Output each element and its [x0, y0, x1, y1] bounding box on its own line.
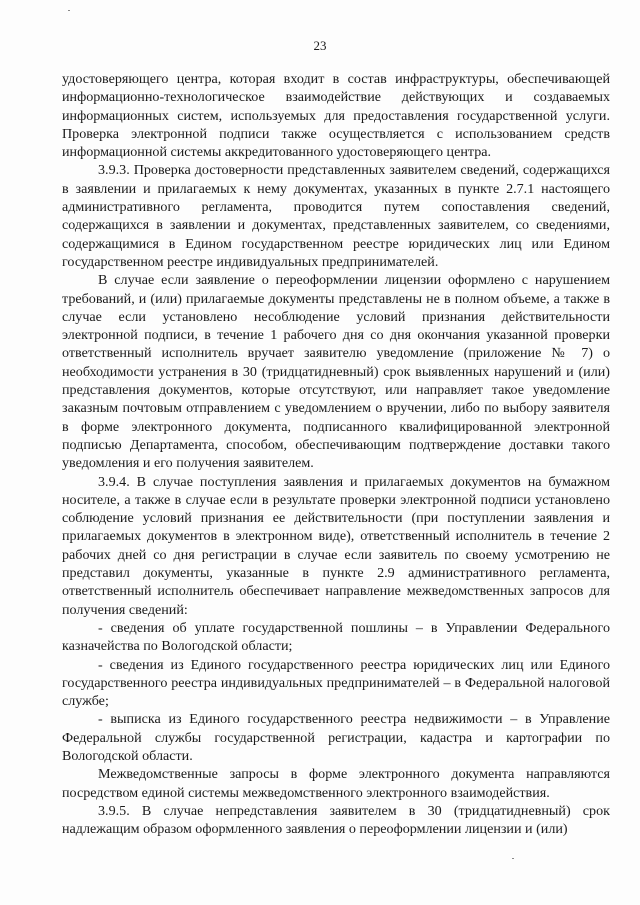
document-body	[62, 70, 610, 838]
scan-speck	[512, 858, 514, 859]
list-item-registry-info: - сведения из Единого государственного реестра юридических лиц или Единого государственного реестра индивидуальных предпринимателей – в Федеральной налоговой службе;	[62, 656, 610, 710]
scan-speck	[68, 10, 70, 11]
paragraph-3-9-4: 3.9.4. В случае поступления заявления и прилагаемых документов на бумажном носителе, а также в случае если в результате проверки электронной подписи установлено соблюдение условий признания ее действительности (при поступлении заявления и прилагаемых документов в электронном виде), ответственный исполнитель в течение 2 рабочих дней со дня регистрации в случае если заявитель по своему усмотрению не представил документы, указанные в пункте 2.9 административного регламента, ответственный исполнитель обеспечивает направление межведомственных запросов для получения сведений:	[62, 473, 610, 618]
paragraph-interagency-requests: Межведомственные запросы в форме электронного документа направляются посредством единой системы межведомственного электронного взаимодействия.	[62, 766, 610, 801]
paragraph-cert-center: удостоверяющего центра, которая входит в состав инфраструктуры, обеспечивающей информационно-технологическое взаимодействие действующих и создаваемых информационных систем, используемых для предоставления государственной услуги. Проверка электронной подписи также осуществляется с использованием средств информационной системы аккредитованного удостоверяющего центра.	[62, 71, 610, 161]
paragraph-3-9-5: 3.9.5. В случае непредставления заявителем в 30 (тридцатидневный) срок надлежащим образом оформленного заявления о переоформлении лицензии и (или)	[62, 802, 610, 838]
paragraph-3-9-3: 3.9.3. Проверка достоверности представленных заявителем сведений, содержащихся в заявлении и прилагаемых к нему документах, указанных в пункте 2.7.1 настоящего административного регламента, проводится путем сопоставления сведений, содержащихся в заявлении и документах, представленных заявителем, со сведениями, содержащимися в Едином государственном реестре юридических лиц или Едином государственном реестре индивидуальных предпринимателей.	[62, 162, 610, 270]
list-item-state-fee: - сведения об уплате государственной пошлины – в Управлении Федерального казначейства по Вологодской области;	[62, 619, 610, 655]
page-number: 23	[313, 38, 327, 53]
list-item-real-estate-extract: - выписка из Единого государственного реестра недвижимости – в Управление Федеральной службы государственной регистрации, кадастра и картографии по Вологодской области.	[62, 711, 610, 764]
paragraph-violation-notice: В случае если заявление о переоформлении лицензии оформлено с нарушением требований, и (или) прилагаемые документы представлены не в полном объеме, а также в случае если установлено несоблюдение условий признания действительности электронной подписи, в течение 1 рабочего дня со дня окончания указанной проверки ответственный исполнитель вручает заявителю уведомление (приложение № 7) о необходимости устранения в 30 (тридцатидневный) срок выявленных нарушений и (или) представления документов, которые отсутствуют, или направляет такое уведомление заказным почтовым отправлением с уведомлением о вручении, либо по выбору заявителя в форме электронного документа, подписанного квалифицированной электронной подписью Департамента, способом, обеспечивающим подтверждение доставки такого уведомления и его получения заявителем.	[62, 272, 610, 472]
